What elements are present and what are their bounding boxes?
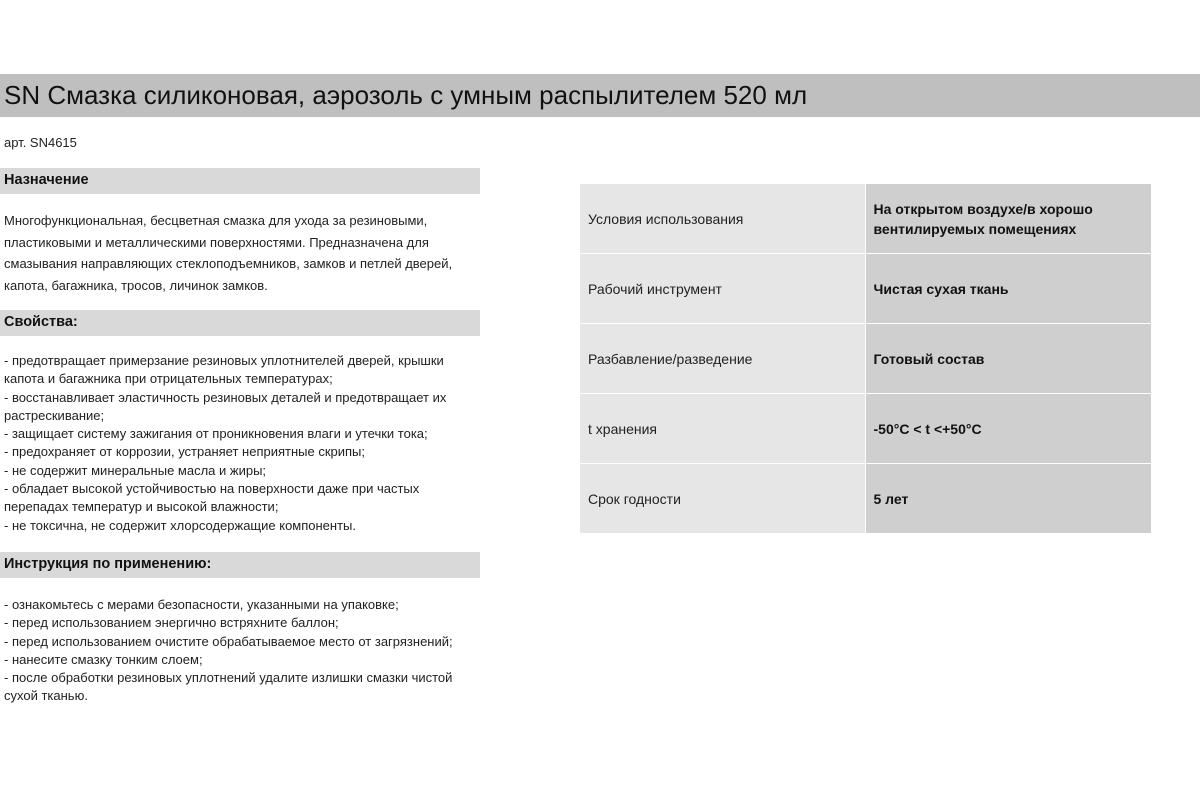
section-header-instructions <box>0 552 480 578</box>
article-number: арт. SN4615 <box>4 135 77 150</box>
instructions-list-item: - после обработки резиновых уплотнений удалите излишки смазки чистой сухой тканью. <box>4 670 453 704</box>
instructions-list-item: - нанесите смазку тонким слоем; <box>4 651 203 667</box>
properties-list-item: - не токсична, не содержит хлорсодержащие компоненты. <box>4 517 357 533</box>
properties-list-item: - предохраняет от коррозии, устраняет неприятные скрипы; <box>4 444 366 460</box>
section-header-properties <box>0 310 480 336</box>
properties-list-item: - защищает систему зажигания от проникновения влаги и утечки тока; <box>4 426 428 442</box>
instructions-list-item: - перед использованием очистите обрабатываемое место от загрязнений; <box>4 633 453 649</box>
spec-value: -50°С < t <+50°С <box>866 394 1152 464</box>
purpose-description: Многофункциональная, бесцветная смазка для ухода за резиновыми, пластиковыми и металлическими поверхностями. Предназначена для смазывания направляющих стеклоподъемников, замков и петлей дверей, капота, багажника, тросов, личинок замков. <box>4 213 453 293</box>
instructions-list-item: - перед использованием энергично встряхните баллон; <box>4 615 339 631</box>
spec-value: На открытом воздухе/в хорошо вентилируемых помещениях <box>866 184 1152 254</box>
spec-table <box>580 184 1151 534</box>
section-header-purpose <box>0 168 480 194</box>
spec-row-shelf-life <box>580 464 1151 534</box>
spec-row-storage-temperature <box>580 394 1151 464</box>
properties-heading: Свойства: <box>4 314 78 330</box>
spec-value: Чистая сухая ткань <box>866 254 1152 324</box>
spec-row-dilution <box>580 324 1151 394</box>
properties-list-item: - обладает высокой устойчивостью на поверхности даже при частых перепадах температур и высокой влажности; <box>4 481 420 515</box>
purpose-heading: Назначение <box>4 172 89 188</box>
properties-list-item: - не содержит минеральные масла и жиры; <box>4 462 267 478</box>
instructions-list-item: - ознакомьтесь с мерами безопасности, указанными на упаковке; <box>4 597 399 612</box>
instructions-heading: Инструкция по применению: <box>4 556 212 572</box>
spec-value: 5 лет <box>866 464 1152 534</box>
spec-row-usage-conditions <box>580 184 1151 254</box>
instructions-list <box>4 596 482 706</box>
properties-list-item: - восстанавливает эластичность резиновых деталей и предотвращает их растрескивание; <box>4 389 447 423</box>
spec-label: Рабочий инструмент <box>580 254 866 324</box>
title-bar <box>0 74 1200 117</box>
spec-row-working-tool <box>580 254 1151 324</box>
spec-label: Разбавление/разведение <box>580 324 866 394</box>
spec-label: Условия использования <box>580 184 866 254</box>
spec-label: t хранения <box>580 394 866 464</box>
properties-list-item: - предотвращает примерзание резиновых уплотнителей дверей, крышки капота и багажника при отрицательных температурах; <box>4 353 444 387</box>
properties-list <box>4 352 482 535</box>
page-title: SN Смазка силиконовая, аэрозоль с умным распылителем 520 мл <box>4 80 808 110</box>
spec-label: Срок годности <box>580 464 866 534</box>
spec-value: Готовый состав <box>866 324 1152 394</box>
